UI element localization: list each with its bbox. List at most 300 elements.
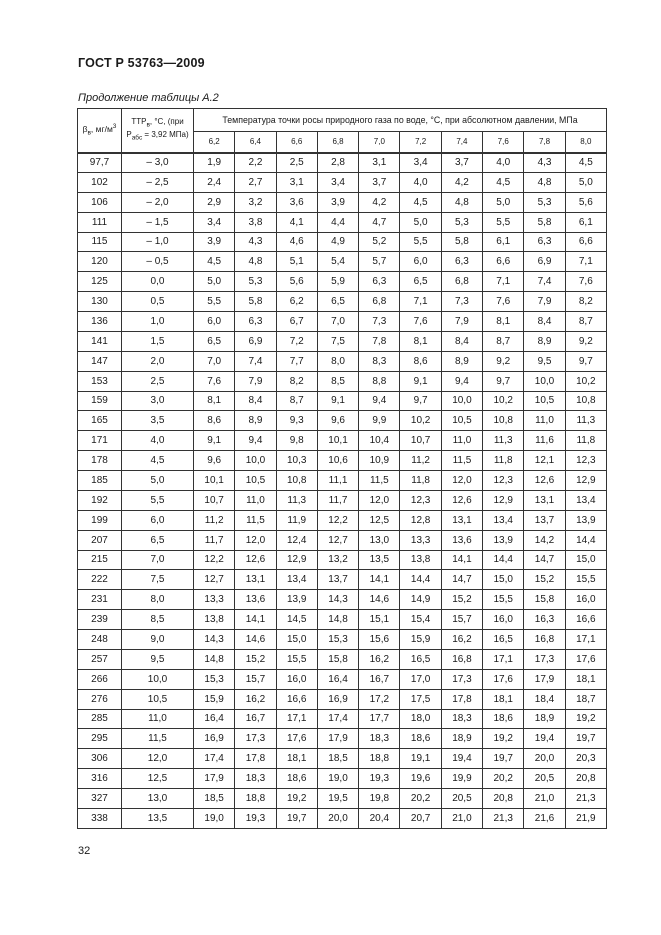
cell-dew-point: 19,3 [235,808,276,828]
cell-beta: 231 [78,590,122,610]
cell-dew-point: 13,9 [483,530,524,550]
table-row [78,252,607,272]
cell-dew-point: 10,1 [317,431,358,451]
cell-ttr: – 2,5 [122,172,194,192]
cell-dew-point: 13,2 [317,550,358,570]
cell-dew-point: 13,7 [524,510,565,530]
cell-beta: 199 [78,510,122,530]
cell-beta: 276 [78,689,122,709]
cell-dew-point: 13,5 [359,550,400,570]
cell-dew-point: 18,7 [565,689,606,709]
cell-dew-point: 18,6 [400,729,441,749]
cell-dew-point: 12,7 [317,530,358,550]
cell-dew-point: 20,8 [565,769,606,789]
cell-dew-point: 15,2 [235,649,276,669]
cell-dew-point: 8,5 [317,371,358,391]
cell-dew-point: 10,6 [317,451,358,471]
cell-dew-point: 6,8 [441,272,482,292]
cell-dew-point: 4,8 [441,192,482,212]
cell-dew-point: 10,3 [276,451,317,471]
cell-dew-point: 18,6 [276,769,317,789]
cell-beta: 111 [78,212,122,232]
cell-dew-point: 5,8 [235,292,276,312]
cell-dew-point: 14,1 [359,570,400,590]
cell-ttr: 7,5 [122,570,194,590]
cell-dew-point: 21,9 [565,808,606,828]
cell-beta: 106 [78,192,122,212]
cell-dew-point: 18,8 [235,789,276,809]
cell-beta: 153 [78,371,122,391]
cell-dew-point: 14,8 [317,610,358,630]
cell-dew-point: 10,8 [565,391,606,411]
cell-dew-point: 9,1 [400,371,441,391]
cell-dew-point: 6,5 [400,272,441,292]
cell-dew-point: 17,9 [317,729,358,749]
table-row [78,212,607,232]
cell-dew-point: 10,7 [194,490,235,510]
cell-dew-point: 17,6 [483,669,524,689]
cell-dew-point: 18,1 [565,669,606,689]
cell-dew-point: 15,7 [235,669,276,689]
cell-dew-point: 2,7 [235,172,276,192]
cell-dew-point: 18,1 [276,749,317,769]
cell-dew-point: 16,0 [565,590,606,610]
cell-dew-point: 14,1 [235,610,276,630]
cell-dew-point: 15,3 [317,630,358,650]
cell-dew-point: 4,8 [524,172,565,192]
cell-dew-point: 16,7 [235,709,276,729]
cell-dew-point: 4,2 [441,172,482,192]
cell-dew-point: 12,2 [194,550,235,570]
cell-dew-point: 4,1 [276,212,317,232]
cell-dew-point: 8,2 [565,292,606,312]
cell-dew-point: 16,2 [235,689,276,709]
cell-dew-point: 17,4 [317,709,358,729]
cell-dew-point: 10,4 [359,431,400,451]
table-row [78,689,607,709]
cell-dew-point: 11,3 [483,431,524,451]
header-pressure: 7,0 [359,132,400,153]
cell-dew-point: 13,4 [276,570,317,590]
cell-ttr: 9,0 [122,630,194,650]
cell-dew-point: 9,9 [359,411,400,431]
cell-dew-point: 7,1 [483,272,524,292]
cell-dew-point: 19,7 [483,749,524,769]
cell-dew-point: 5,3 [235,272,276,292]
cell-dew-point: 11,5 [359,471,400,491]
cell-dew-point: 5,7 [359,252,400,272]
cell-dew-point: 9,7 [565,351,606,371]
cell-dew-point: 16,6 [565,610,606,630]
cell-dew-point: 21,0 [524,789,565,809]
cell-ttr: – 1,5 [122,212,194,232]
cell-dew-point: 16,0 [483,610,524,630]
cell-ttr: 4,0 [122,431,194,451]
cell-beta: 141 [78,331,122,351]
table-row [78,530,607,550]
cell-dew-point: 18,9 [524,709,565,729]
cell-beta: 338 [78,808,122,828]
cell-dew-point: 6,0 [194,312,235,332]
cell-dew-point: 19,2 [483,729,524,749]
cell-dew-point: 17,9 [194,769,235,789]
cell-dew-point: 4,5 [483,172,524,192]
cell-dew-point: 2,5 [276,153,317,173]
cell-dew-point: 8,4 [524,312,565,332]
cell-dew-point: 11,0 [524,411,565,431]
cell-ttr: 6,0 [122,510,194,530]
cell-dew-point: 9,4 [235,431,276,451]
table-row [78,351,607,371]
cell-dew-point: 8,9 [441,351,482,371]
cell-dew-point: 12,0 [235,530,276,550]
cell-dew-point: 18,3 [359,729,400,749]
cell-dew-point: 14,9 [400,590,441,610]
table-row [78,590,607,610]
cell-beta: 130 [78,292,122,312]
cell-dew-point: 8,4 [235,391,276,411]
cell-dew-point: 16,4 [194,709,235,729]
cell-dew-point: 11,8 [483,451,524,471]
cell-dew-point: 11,0 [441,431,482,451]
cell-dew-point: 14,7 [524,550,565,570]
cell-dew-point: 7,8 [359,331,400,351]
cell-dew-point: 7,0 [317,312,358,332]
cell-dew-point: 5,0 [565,172,606,192]
cell-dew-point: 12,3 [483,471,524,491]
cell-beta: 159 [78,391,122,411]
cell-dew-point: 6,1 [483,232,524,252]
cell-dew-point: 2,8 [317,153,358,173]
cell-dew-point: 17,6 [565,649,606,669]
cell-ttr: 8,5 [122,610,194,630]
cell-dew-point: 20,3 [565,749,606,769]
cell-dew-point: 19,2 [276,789,317,809]
cell-beta: 215 [78,550,122,570]
cell-dew-point: 15,7 [441,610,482,630]
cell-dew-point: 19,5 [317,789,358,809]
cell-dew-point: 10,5 [235,471,276,491]
table-row [78,331,607,351]
cell-dew-point: 11,2 [400,451,441,471]
cell-dew-point: 11,9 [276,510,317,530]
cell-dew-point: 8,6 [194,411,235,431]
dew-point-table [77,108,607,829]
cell-beta: 295 [78,729,122,749]
cell-dew-point: 20,5 [441,789,482,809]
cell-dew-point: 16,8 [441,649,482,669]
cell-dew-point: 10,9 [359,451,400,471]
cell-dew-point: 8,9 [524,331,565,351]
table-row [78,371,607,391]
cell-dew-point: 9,5 [524,351,565,371]
table-row [78,192,607,212]
table-row [78,391,607,411]
table-row [78,649,607,669]
cell-dew-point: 6,1 [565,212,606,232]
cell-dew-point: 19,1 [400,749,441,769]
cell-ttr: 2,0 [122,351,194,371]
cell-dew-point: 16,7 [359,669,400,689]
table-row [78,471,607,491]
cell-dew-point: 8,6 [400,351,441,371]
cell-dew-point: 6,3 [359,272,400,292]
cell-dew-point: 6,5 [317,292,358,312]
cell-beta: 115 [78,232,122,252]
cell-dew-point: 5,8 [441,232,482,252]
cell-dew-point: 6,3 [441,252,482,272]
cell-dew-point: 17,3 [441,669,482,689]
cell-dew-point: 18,3 [441,709,482,729]
cell-dew-point: 10,2 [400,411,441,431]
cell-ttr: 6,5 [122,530,194,550]
cell-dew-point: 3,9 [317,192,358,212]
cell-dew-point: 14,5 [276,610,317,630]
cell-dew-point: 17,1 [276,709,317,729]
cell-ttr: – 2,0 [122,192,194,212]
cell-dew-point: 15,1 [359,610,400,630]
table-row [78,729,607,749]
cell-dew-point: 20,0 [317,808,358,828]
cell-dew-point: 11,1 [317,471,358,491]
cell-dew-point: 13,9 [565,510,606,530]
cell-ttr: 5,5 [122,490,194,510]
cell-dew-point: 4,5 [400,192,441,212]
cell-dew-point: 11,8 [565,431,606,451]
cell-ttr: 13,5 [122,808,194,828]
cell-dew-point: 11,6 [524,431,565,451]
cell-dew-point: 19,3 [359,769,400,789]
cell-dew-point: 11,0 [235,490,276,510]
cell-dew-point: 15,0 [276,630,317,650]
cell-dew-point: 12,8 [400,510,441,530]
cell-dew-point: 16,9 [317,689,358,709]
cell-dew-point: 19,8 [359,789,400,809]
cell-dew-point: 12,6 [524,471,565,491]
cell-dew-point: 8,1 [400,331,441,351]
cell-dew-point: 6,9 [235,331,276,351]
cell-dew-point: 14,6 [359,590,400,610]
cell-dew-point: 7,9 [235,371,276,391]
cell-dew-point: 15,9 [194,689,235,709]
header-pressure: 6,4 [235,132,276,153]
cell-ttr: 2,5 [122,371,194,391]
cell-dew-point: 15,2 [524,570,565,590]
cell-dew-point: 9,6 [194,451,235,471]
header-pressure: 7,4 [441,132,482,153]
cell-dew-point: 5,6 [565,192,606,212]
cell-dew-point: 9,4 [359,391,400,411]
cell-dew-point: 15,4 [400,610,441,630]
cell-dew-point: 17,8 [441,689,482,709]
header-pressure: 6,6 [276,132,317,153]
table-row [78,172,607,192]
cell-dew-point: 14,7 [441,570,482,590]
cell-dew-point: 4,5 [194,252,235,272]
cell-beta: 257 [78,649,122,669]
cell-dew-point: 16,3 [524,610,565,630]
cell-dew-point: 6,9 [524,252,565,272]
cell-dew-point: 8,3 [359,351,400,371]
table-row [78,789,607,809]
cell-beta: 327 [78,789,122,809]
cell-dew-point: 17,9 [524,669,565,689]
cell-dew-point: 12,6 [441,490,482,510]
cell-dew-point: 19,6 [400,769,441,789]
cell-dew-point: 5,1 [276,252,317,272]
cell-dew-point: 11,8 [400,471,441,491]
cell-ttr: 1,0 [122,312,194,332]
cell-dew-point: 17,3 [524,649,565,669]
cell-dew-point: 7,2 [276,331,317,351]
cell-dew-point: 12,9 [565,471,606,491]
cell-dew-point: 16,4 [317,669,358,689]
cell-dew-point: 11,5 [441,451,482,471]
cell-dew-point: 3,1 [276,172,317,192]
cell-dew-point: 21,3 [483,808,524,828]
cell-dew-point: 13,1 [524,490,565,510]
cell-ttr: 3,0 [122,391,194,411]
cell-dew-point: 16,5 [483,630,524,650]
cell-dew-point: 13,0 [359,530,400,550]
cell-ttr: 10,0 [122,669,194,689]
cell-dew-point: 8,9 [235,411,276,431]
cell-dew-point: 11,5 [235,510,276,530]
cell-dew-point: 16,6 [276,689,317,709]
cell-beta: 171 [78,431,122,451]
cell-dew-point: 7,3 [441,292,482,312]
cell-dew-point: 4,2 [359,192,400,212]
cell-dew-point: 18,5 [194,789,235,809]
cell-beta: 165 [78,411,122,431]
cell-ttr: 5,0 [122,471,194,491]
cell-dew-point: 20,5 [524,769,565,789]
cell-dew-point: 11,7 [317,490,358,510]
cell-dew-point: 16,2 [441,630,482,650]
cell-dew-point: 20,8 [483,789,524,809]
table-row [78,312,607,332]
header-pressure: 8,0 [565,132,606,153]
cell-dew-point: 10,2 [565,371,606,391]
cell-dew-point: 14,6 [235,630,276,650]
cell-ttr: – 1,0 [122,232,194,252]
cell-dew-point: 5,5 [400,232,441,252]
cell-dew-point: 20,0 [524,749,565,769]
cell-beta: 207 [78,530,122,550]
cell-beta: 97,7 [78,153,122,173]
cell-dew-point: 8,7 [276,391,317,411]
cell-dew-point: 8,8 [359,371,400,391]
cell-dew-point: 4,5 [565,153,606,173]
cell-dew-point: 4,6 [276,232,317,252]
cell-dew-point: 5,0 [483,192,524,212]
cell-dew-point: 9,8 [276,431,317,451]
cell-dew-point: 4,0 [400,172,441,192]
cell-dew-point: 20,2 [483,769,524,789]
cell-dew-point: 12,0 [441,471,482,491]
cell-dew-point: 5,4 [317,252,358,272]
table-row [78,411,607,431]
cell-dew-point: 9,2 [565,331,606,351]
cell-dew-point: 3,1 [359,153,400,173]
table-row [78,451,607,471]
table-row [78,232,607,252]
cell-dew-point: 14,8 [194,649,235,669]
cell-dew-point: 6,0 [400,252,441,272]
table-row [78,630,607,650]
cell-dew-point: 17,4 [194,749,235,769]
cell-dew-point: 4,8 [235,252,276,272]
cell-ttr: 13,0 [122,789,194,809]
cell-dew-point: 19,2 [565,709,606,729]
cell-dew-point: 5,5 [483,212,524,232]
cell-dew-point: 6,5 [194,331,235,351]
cell-dew-point: 4,7 [359,212,400,232]
cell-ttr: 0,5 [122,292,194,312]
cell-dew-point: 13,1 [235,570,276,590]
cell-dew-point: 5,2 [359,232,400,252]
cell-dew-point: 19,4 [524,729,565,749]
cell-dew-point: 12,9 [276,550,317,570]
cell-beta: 178 [78,451,122,471]
cell-dew-point: 8,1 [483,312,524,332]
cell-dew-point: 18,6 [483,709,524,729]
cell-dew-point: 10,8 [276,471,317,491]
cell-dew-point: 9,7 [483,371,524,391]
table-row [78,272,607,292]
cell-dew-point: 17,1 [565,630,606,650]
cell-dew-point: 12,5 [359,510,400,530]
cell-dew-point: 3,4 [400,153,441,173]
cell-dew-point: 7,4 [235,351,276,371]
cell-ttr: 8,0 [122,590,194,610]
cell-dew-point: 10,0 [524,371,565,391]
cell-dew-point: 14,3 [194,630,235,650]
cell-dew-point: 21,3 [565,789,606,809]
cell-dew-point: 13,6 [441,530,482,550]
cell-beta: 102 [78,172,122,192]
cell-dew-point: 16,9 [194,729,235,749]
cell-dew-point: 12,4 [276,530,317,550]
cell-dew-point: 19,7 [565,729,606,749]
cell-ttr: 4,5 [122,451,194,471]
cell-dew-point: 4,0 [483,153,524,173]
table-continuation-caption: Продолжение таблицы А.2 [78,92,219,104]
cell-dew-point: 19,0 [317,769,358,789]
cell-dew-point: 7,4 [524,272,565,292]
cell-dew-point: 6,3 [524,232,565,252]
cell-dew-point: 12,0 [359,490,400,510]
cell-dew-point: 3,7 [441,153,482,173]
cell-ttr: 7,0 [122,550,194,570]
cell-dew-point: 7,6 [194,371,235,391]
cell-dew-point: 2,9 [194,192,235,212]
cell-dew-point: 5,9 [317,272,358,292]
header-pressure: 6,8 [317,132,358,153]
cell-dew-point: 8,1 [194,391,235,411]
cell-dew-point: 6,6 [483,252,524,272]
header-dew-point-group: Температура точки росы природного газа по воде, °C, при абсолютном давлении, МПа [194,109,607,132]
cell-dew-point: 7,9 [524,292,565,312]
cell-dew-point: 8,4 [441,331,482,351]
cell-dew-point: 5,0 [400,212,441,232]
cell-dew-point: 14,3 [317,590,358,610]
cell-ttr: 0,0 [122,272,194,292]
cell-dew-point: 7,6 [565,272,606,292]
cell-dew-point: 17,8 [235,749,276,769]
cell-dew-point: 10,2 [483,391,524,411]
cell-dew-point: 6,7 [276,312,317,332]
